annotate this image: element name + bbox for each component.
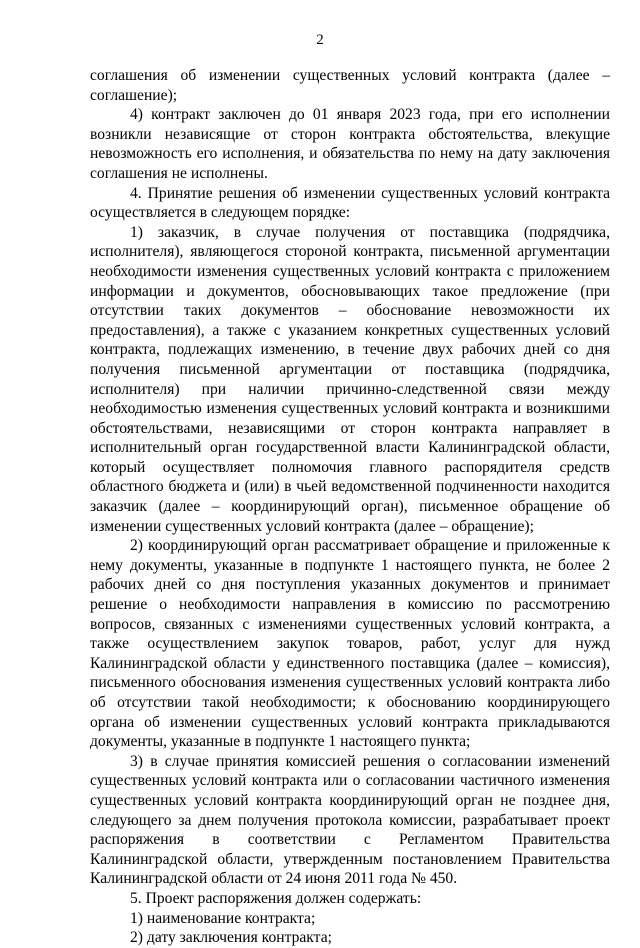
paragraph-section-5-item-1: 1) наименование контракта; (130, 909, 316, 927)
paragraph-subitem-3: 3) в случае принятия комиссией решения о согласовании изменений существенных условий контракта или о согласовании частичного изменения существенных условий контракта координирующий орган не позднее дня, следующего за днем получения протокола комиссии, разрабатывает проект распоряжения в соответствии с Регламентом Правительства Калининградской области, утвержденным постановлением Правительства Калининградской области от 24 июня 2011 года № 450. (90, 752, 610, 888)
page-number: 2 (316, 32, 324, 48)
paragraph-subitem-2: 2) координирующий орган рассматривает обращение и приложенные к нему документы, указанные в подпункте 1 настоящего пункта, не более 2 рабочих дней со дня поступления указанных документов и принимает решение о необходимости направления в комиссию по рассмотрению вопросов, связанных с изменениями существенных условий контракта, а также осуществлением закупок товаров, работ, услуг для нужд Калининградской области у единственного поставщика (далее – комиссия), письменного обоснования изменения существенных условий контракта либо об отсутствии такой необходимости; к обоснованию координирующего органа об изменении существенных условий контракта прикладываются документы, указанные в подпункте 1 настоящего пункта; (90, 537, 610, 751)
paragraph-section-4-heading: 4. Принятие решения об изменении существенных условий контракта осуществляется в следующем порядке: (90, 184, 610, 222)
paragraph-item-4-contract: 4) контракт заключен до 01 января 2023 года, при его исполнении возникли независящие от сторон контракта обстоятельства, влекущие невозможность его исполнения, и обязательства по нему на дату заключения соглашения не исполнены. (90, 106, 610, 182)
paragraph-section-5-item-2: 2) дату заключения контракта; (130, 929, 332, 947)
paragraph-agreement-definition: соглашения об изменении существенных условий контракта (далее – соглашение); (90, 67, 610, 104)
paragraph-section-5-heading: 5. Проект распоряжения должен содержать: (130, 889, 422, 907)
document-body (90, 66, 610, 948)
paragraph-subitem-1: 1) заказчик, в случае получения от поставщика (подрядчика, исполнителя), являющегося стороной контракта, письменной аргументации необходимости изменения существенных условий контракта с приложением информации и документов, обосновывающих такое предложение (при отсутствии таких документов – обоснование невозможности их предоставления), а также с указанием конкретных существенных условий контракта, подлежащих изменению, в течение двух рабочих дней со дня получения письменной аргументации от поставщика (подрядчика, исполнителя) при наличии причинно-следственной связи между необходимостью изменения существенных условий контракта и возникшими обстоятельствами, независящими от сторон контракта направляет в исполнительный орган государственной власти Калининградской области, который осуществляет полномочия главного распорядителя средств областного бюджета и (или) в чьей ведомственной подчиненности находится заказчик (далее – координирующий орган), письменное обращение об изменении существенных условий контракта (далее – обращение); (90, 223, 610, 535)
